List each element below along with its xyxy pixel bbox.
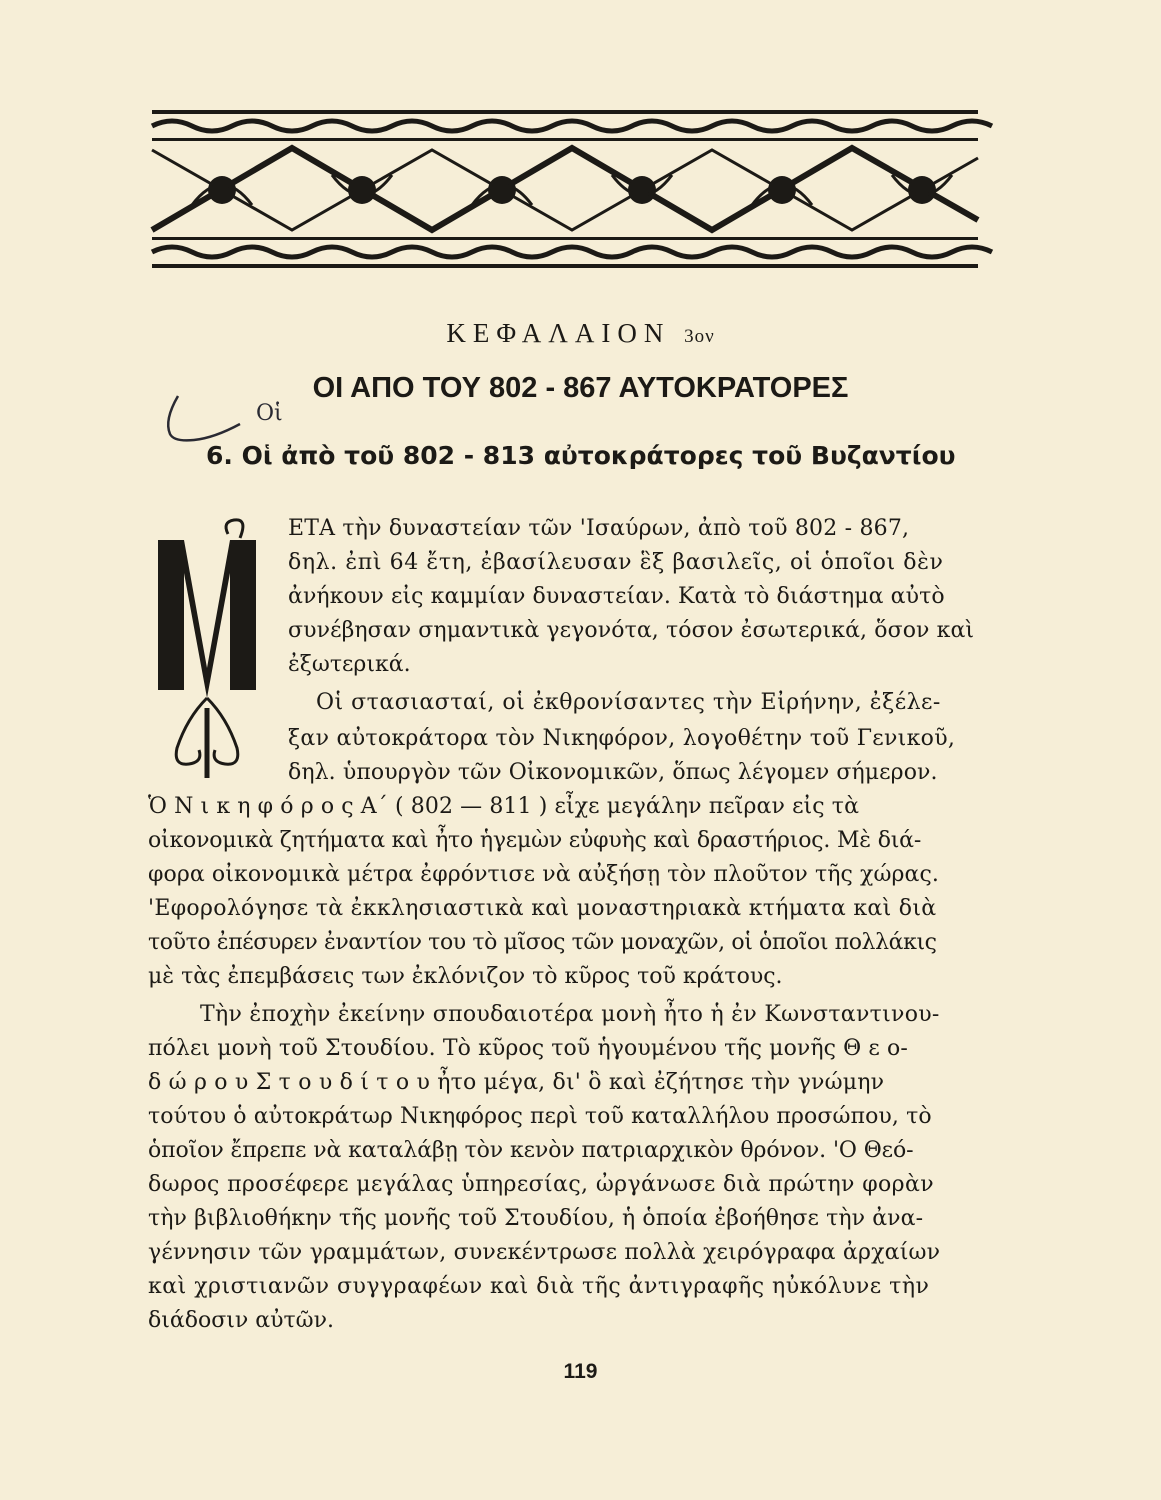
body-line: καὶ χριστιανῶν συγγραφέων καὶ διὰ τῆς ἀντιγραφῆς ηὐκόλυνε τὴν	[148, 1274, 930, 1299]
body-line: 'Εφορολόγησε τὰ ἐκκλησιαστικὰ καὶ μοναστηριακὰ κτήματα καὶ διὰ	[148, 896, 937, 921]
chapter-word: ΚΕΦΑΛΑΙΟΝ	[446, 318, 671, 348]
decorative-initial-m	[150, 518, 265, 784]
chapter-title: ΟΙ ΑΠΟ ΤΟΥ 802 - 867 ΑΥΤΟΚΡΑΤΟΡΕΣ	[312, 372, 849, 404]
body-line: ὁποῖον ἔπρεπε νὰ καταλάβῃ τὸν κενὸν πατριαρχικὸν θρόνον. 'Ο Θεό-	[148, 1138, 914, 1163]
body-line: φορα οἰκονομικὰ μέτρα ἐφρόντισε νὰ αὐξήσῃ τὸν πλοῦτον τῆς χώρας.	[148, 862, 940, 887]
body-line: τοῦτο ἐπέσυρεν ἐναντίον του τὸ μῖσος τῶν μοναχῶν, οἱ ὁποῖοι πολλάκις	[148, 930, 937, 955]
body-line: ΕΤΑ τὴν δυναστείαν τῶν 'Ισαύρων, ἀπὸ τοῦ 802 - 867,	[288, 516, 910, 541]
body-line: πόλει μονὴ τοῦ Στουδίου. Τὸ κῦρος τοῦ ἡγουμένου τῆς μονῆς Θ ε ο-	[148, 1036, 908, 1061]
body-line: μὲ τὰς ἐπεμβάσεις των ἐκλόνιζον τὸ κῦρος τοῦ κράτους.	[148, 964, 783, 989]
body-line: ἐξωτερικά.	[288, 652, 411, 677]
ornamental-header-banner	[152, 110, 978, 268]
body-line: συνέβησαν σημαντικὰ γεγονότα, τόσον ἐσωτερικά, ὅσον καὶ	[288, 618, 975, 643]
body-line: οἰκονομικὰ ζητήματα καὶ ἦτο ἡγεμὼν εὐφυὴς καὶ δραστήριος. Μὲ διά-	[148, 828, 922, 853]
chapter-label	[0, 318, 1161, 349]
initial-letter: Μ	[150, 518, 152, 519]
chapter-ordinal: 3ον	[684, 326, 715, 347]
body-line: διάδοσιν αὐτῶν.	[148, 1308, 334, 1333]
body-line: Οἱ στασιασταί, οἱ ἐκθρονίσαντες τὴν Εἰρήνην, ἐξέλε-	[316, 690, 941, 715]
section-title: 6. Οἱ ἀπὸ τοῦ 802 - 813 αὐτοκράτορες τοῦ Βυζαντίου	[206, 441, 956, 470]
body-line: τούτου ὁ αὐτοκράτωρ Νικηφόρος περὶ τοῦ καταλλήλου προσώπου, τὸ	[148, 1104, 932, 1129]
body-line: δηλ. ἐπὶ 64 ἔτη, ἐβασίλευσαν ἓξ βασιλεῖς, οἱ ὁποῖοι δὲν	[288, 550, 944, 575]
body-line: Ὁ Ν ι κ η φ ό ρ ο ς Α΄ ( 802 — 811 ) εἶχε μεγάλην πεῖραν εἰς τὰ	[148, 794, 860, 819]
body-line: δηλ. ὑπουργὸν τῶν Οἰκονομικῶν, ὅπως λέγομεν σήμερον.	[288, 760, 938, 785]
handwritten-note: Οἱ	[256, 401, 283, 426]
page-number: 119	[563, 1360, 598, 1383]
body-line: γέννησιν τῶν γραμμάτων, συνεκέντρωσε πολλὰ χειρόγραφα ἀρχαίων	[148, 1240, 941, 1265]
body-line: ἀνήκουν εἰς καμμίαν δυναστείαν. Κατὰ τὸ διάστημα αὐτὸ	[288, 584, 945, 609]
body-line: τὴν βιβλιοθήκην τῆς μονῆς τοῦ Στουδίου, ἡ ὁποία ἐβοήθησε τὴν ἀνα-	[148, 1206, 924, 1231]
body-line: δ ώ ρ ο υ Σ τ ο υ δ ί τ ο υ ἦτο μέγα, δι' ὃ καὶ ἐζήτησε τὴν γνώμην	[148, 1070, 885, 1095]
body-line: δωρος προσέφερε μεγάλας ὑπηρεσίας, ὠργάνωσε διὰ πρώτην φορὰν	[148, 1172, 935, 1197]
body-line: Τὴν ἐποχὴν ἐκείνην σπουδαιοτέρα μονὴ ἦτο ἡ ἐν Κωνσταντινου-	[200, 1002, 940, 1027]
body-line: ξαν αὐτοκράτορα τὸν Νικηφόρον, λογοθέτην τοῦ Γενικοῦ,	[288, 726, 956, 751]
